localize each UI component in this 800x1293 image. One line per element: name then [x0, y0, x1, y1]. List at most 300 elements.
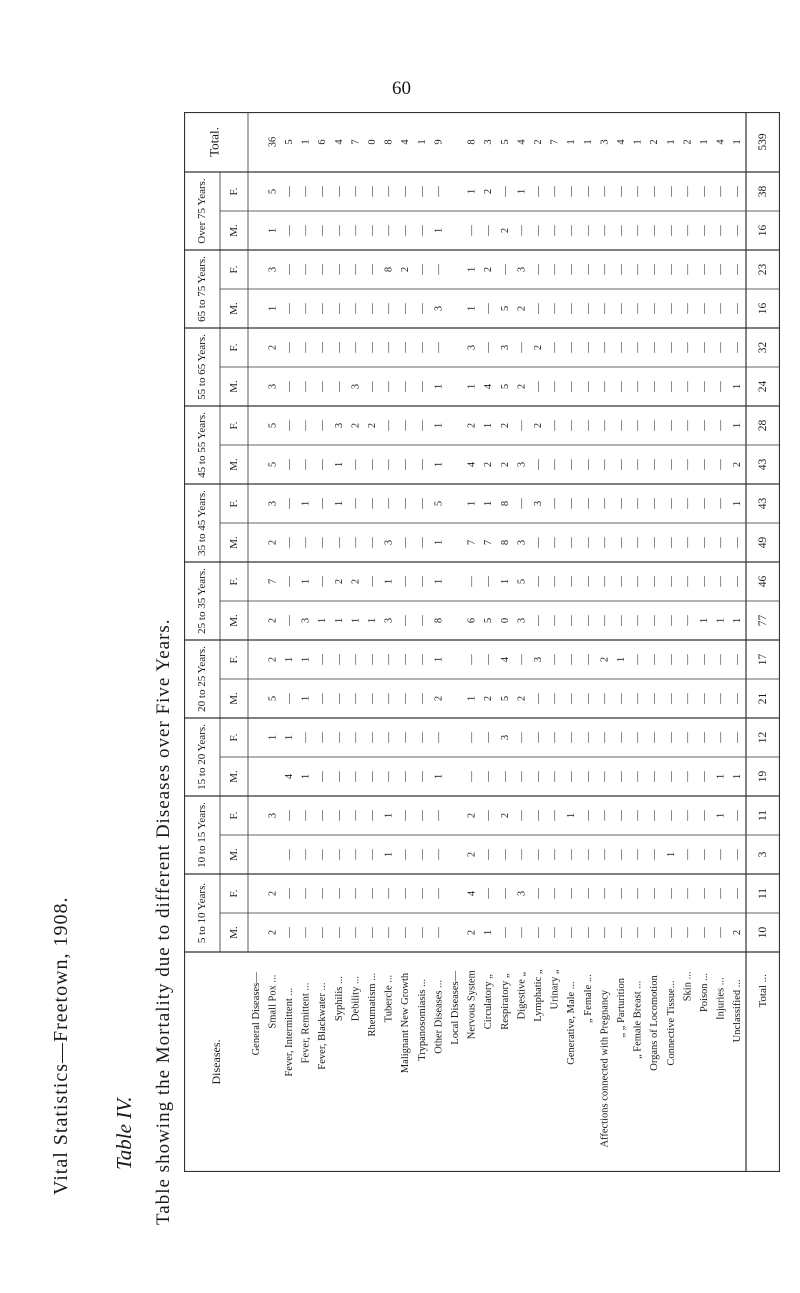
count-cell: 3 — [383, 617, 395, 624]
total-row-label: Total ... — [757, 974, 769, 1008]
empty-cell: — — [333, 264, 345, 275]
empty-cell: — — [516, 342, 528, 353]
count-cell: 3 — [599, 139, 611, 145]
male-subheader: M. — [228, 458, 240, 471]
empty-cell: — — [533, 303, 544, 314]
count-cell: 4 — [466, 461, 478, 468]
empty-cell: — — [599, 888, 611, 899]
empty-cell: — — [284, 420, 295, 431]
empty-cell: — — [682, 693, 694, 704]
disease-label: Local Diseases— — [450, 970, 461, 1045]
empty-cell: — — [416, 693, 428, 704]
empty-cell: — — [367, 654, 378, 665]
empty-cell: — — [582, 693, 594, 704]
count-cell: 2 — [267, 656, 279, 663]
empty-cell: — — [416, 420, 428, 431]
empty-cell: — — [665, 498, 677, 509]
count-cell: 2 — [466, 851, 478, 858]
empty-cell: — — [699, 459, 710, 470]
empty-cell: — — [350, 303, 362, 314]
count-cell: 2 — [649, 139, 661, 145]
count-cell: 5 — [267, 422, 279, 429]
total-cell: 12 — [757, 731, 769, 744]
count-cell: 9 — [433, 139, 445, 145]
count-cell: 7 — [549, 139, 561, 145]
empty-cell: — — [317, 654, 329, 665]
empty-cell: — — [433, 810, 445, 821]
empty-cell: — — [699, 576, 710, 587]
count-cell: 2 — [599, 656, 611, 663]
empty-cell: — — [350, 498, 362, 509]
empty-cell: — — [582, 264, 594, 275]
empty-cell: — — [499, 771, 511, 782]
count-cell: 2 — [267, 890, 279, 897]
count-cell: 0 — [499, 617, 511, 624]
female-subheader: F. — [228, 733, 240, 742]
empty-cell: — — [333, 732, 345, 743]
empty-cell: — — [317, 927, 329, 938]
age-group-header: 35 to 45 Years. — [196, 490, 208, 556]
female-subheader: F. — [228, 343, 240, 352]
empty-cell: — — [350, 186, 362, 197]
empty-cell: — — [317, 381, 329, 392]
empty-cell: — — [715, 849, 727, 860]
empty-cell: — — [533, 810, 544, 821]
empty-cell: — — [416, 498, 428, 509]
count-cell: 2 — [516, 695, 528, 702]
count-cell: 4 — [483, 383, 495, 390]
empty-cell: — — [400, 420, 412, 431]
count-cell: 5 — [433, 500, 445, 507]
empty-cell: — — [284, 888, 295, 899]
empty-cell: — — [715, 225, 727, 236]
empty-cell: — — [350, 732, 362, 743]
count-cell: 1 — [300, 139, 312, 145]
count-cell: 7 — [483, 539, 495, 546]
empty-cell: — — [732, 186, 744, 197]
male-subheader: M. — [228, 224, 240, 237]
count-cell: 5 — [499, 139, 511, 145]
count-cell: 3 — [516, 890, 528, 897]
empty-cell: — — [367, 498, 378, 509]
empty-cell: — — [566, 303, 578, 314]
empty-cell: — — [616, 615, 627, 626]
empty-cell: — — [649, 459, 661, 470]
empty-cell: — — [300, 888, 312, 899]
empty-cell: — — [715, 342, 727, 353]
count-cell: 1 — [499, 578, 511, 585]
empty-cell: — — [533, 576, 544, 587]
empty-cell: — — [582, 381, 594, 392]
empty-cell: — — [566, 654, 578, 665]
total-cell: 49 — [757, 536, 769, 549]
empty-cell: — — [284, 381, 295, 392]
empty-cell: — — [317, 849, 329, 860]
disease-label: Digestive „ — [516, 971, 528, 1020]
empty-cell: — — [582, 537, 594, 548]
empty-cell: — — [682, 303, 694, 314]
count-cell: 1 — [483, 929, 495, 936]
count-cell: 5 — [267, 188, 279, 195]
count-cell: 1 — [483, 422, 495, 429]
empty-cell: — — [582, 420, 594, 431]
empty-cell: — — [533, 888, 544, 899]
empty-cell: — — [466, 225, 478, 236]
empty-cell: — — [632, 420, 644, 431]
empty-cell: — — [682, 264, 694, 275]
empty-cell: — — [699, 849, 710, 860]
empty-cell: — — [549, 264, 561, 275]
empty-cell: — — [350, 342, 362, 353]
total-cell: 11 — [757, 887, 769, 900]
count-cell: 3 — [499, 344, 511, 351]
empty-cell: — — [416, 186, 428, 197]
empty-cell: — — [665, 888, 677, 899]
count-cell: 8 — [499, 500, 511, 507]
empty-cell: — — [616, 225, 627, 236]
empty-cell: — — [367, 342, 378, 353]
empty-cell: — — [715, 459, 727, 470]
empty-cell: — — [416, 459, 428, 470]
count-cell: 3 — [300, 617, 312, 624]
count-cell: 2 — [483, 188, 495, 195]
empty-cell: — — [549, 927, 561, 938]
empty-cell: — — [350, 927, 362, 938]
empty-cell: — — [300, 459, 312, 470]
empty-cell: — — [499, 186, 511, 197]
empty-cell: — — [665, 693, 677, 704]
empty-cell: — — [533, 186, 544, 197]
empty-cell: — — [632, 303, 644, 314]
empty-cell: — — [649, 810, 661, 821]
total-cell: 43 — [757, 458, 769, 471]
empty-cell: — — [416, 888, 428, 899]
disease-label: Respiratory „ — [499, 973, 511, 1030]
count-cell: 1 — [350, 617, 362, 624]
empty-cell: — — [284, 927, 295, 938]
empty-cell: — — [367, 264, 378, 275]
empty-cell: — — [582, 459, 594, 470]
age-group-header: 45 to 55 Years. — [196, 412, 208, 478]
empty-cell: — — [599, 927, 611, 938]
empty-cell: — — [400, 732, 412, 743]
empty-cell: — — [333, 888, 345, 899]
empty-cell: — — [350, 459, 362, 470]
count-cell: 4 — [516, 139, 528, 145]
count-cell: 3 — [516, 266, 528, 273]
empty-cell: — — [549, 342, 561, 353]
empty-cell: — — [582, 576, 594, 587]
disease-label: Poison ... — [699, 972, 710, 1013]
empty-cell: — — [300, 732, 312, 743]
empty-cell: — — [333, 342, 345, 353]
empty-cell: — — [549, 381, 561, 392]
disease-label: Malignant New Growth — [400, 972, 412, 1074]
empty-cell: — — [284, 225, 295, 236]
empty-cell: — — [632, 654, 644, 665]
empty-cell: — — [599, 771, 611, 782]
count-cell: 1 — [466, 695, 478, 702]
empty-cell: — — [632, 576, 644, 587]
header-total: Total. — [206, 127, 222, 157]
empty-cell: — — [483, 303, 495, 314]
disease-label: „ Female Breast ... — [632, 980, 644, 1060]
empty-cell: — — [732, 303, 744, 314]
empty-cell: — — [682, 225, 694, 236]
empty-cell: — — [649, 888, 661, 899]
empty-cell: — — [317, 264, 329, 275]
empty-cell: — — [483, 888, 495, 899]
empty-cell: — — [715, 537, 727, 548]
empty-cell: — — [599, 849, 611, 860]
empty-cell: — — [400, 615, 412, 626]
count-cell: 1 — [699, 617, 710, 624]
empty-cell: — — [333, 654, 345, 665]
total-cell: 17 — [757, 653, 769, 666]
empty-cell: — — [383, 342, 395, 353]
empty-cell: — — [566, 381, 578, 392]
empty-cell: — — [582, 303, 594, 314]
count-cell: 7 — [350, 139, 362, 145]
empty-cell: — — [682, 537, 694, 548]
empty-cell: — — [715, 732, 727, 743]
empty-cell: — — [383, 654, 395, 665]
count-cell: 3 — [383, 539, 395, 546]
empty-cell: — — [400, 888, 412, 899]
empty-cell: — — [582, 888, 594, 899]
total-cell: 19 — [757, 770, 769, 783]
disease-label: Syphilis ... — [333, 976, 345, 1022]
empty-cell: — — [682, 186, 694, 197]
empty-cell: — — [483, 810, 495, 821]
empty-cell: — — [649, 186, 661, 197]
empty-cell: — — [582, 498, 594, 509]
empty-cell: — — [699, 381, 710, 392]
count-cell: 3 — [499, 734, 511, 741]
count-cell: 6 — [317, 139, 329, 145]
empty-cell: — — [284, 615, 295, 626]
header-diseases: Diseases. — [209, 1039, 223, 1085]
count-cell: 5 — [267, 695, 279, 702]
count-cell: 1 — [665, 139, 677, 145]
empty-cell: — — [284, 459, 295, 470]
empty-cell: — — [317, 810, 329, 821]
disease-label: Injuries ... — [715, 977, 727, 1020]
empty-cell: — — [367, 576, 378, 587]
count-cell: 3 — [533, 656, 544, 663]
count-cell: 1 — [616, 656, 627, 663]
empty-cell: — — [665, 381, 677, 392]
disease-label: Lymphatic „ — [533, 969, 544, 1022]
empty-cell: — — [350, 693, 362, 704]
count-cell: 1 — [333, 461, 345, 468]
empty-cell: — — [632, 693, 644, 704]
count-cell: 1 — [433, 773, 445, 780]
female-subheader: F. — [228, 265, 240, 274]
empty-cell: — — [416, 264, 428, 275]
count-cell: 5 — [483, 617, 495, 624]
total-cell: 10 — [757, 926, 769, 939]
count-cell: 1 — [732, 617, 744, 624]
empty-cell: — — [665, 303, 677, 314]
count-cell: 8 — [383, 266, 395, 273]
disease-label: Skin ... — [682, 971, 694, 1002]
count-cell: 2 — [516, 305, 528, 312]
empty-cell: — — [416, 615, 428, 626]
empty-cell: — — [499, 264, 511, 275]
count-cell: 3 — [483, 139, 495, 145]
empty-cell: — — [400, 810, 412, 821]
empty-cell: — — [350, 849, 362, 860]
empty-cell: — — [433, 732, 445, 743]
total-cell: 23 — [757, 263, 769, 276]
empty-cell: — — [632, 186, 644, 197]
empty-cell: — — [549, 732, 561, 743]
empty-cell: — — [483, 849, 495, 860]
empty-cell: — — [715, 186, 727, 197]
empty-cell: — — [284, 849, 295, 860]
empty-cell: — — [383, 888, 395, 899]
count-cell: 1 — [699, 139, 710, 145]
count-cell: 3 — [267, 812, 279, 819]
disease-label: Other Diseases ... — [433, 980, 445, 1054]
empty-cell: — — [715, 927, 727, 938]
empty-cell: — — [416, 771, 428, 782]
count-cell: 2 — [350, 578, 362, 585]
empty-cell: — — [284, 576, 295, 587]
total-cell: 46 — [757, 575, 769, 588]
count-cell: 2 — [533, 139, 544, 145]
empty-cell: — — [499, 849, 511, 860]
count-cell: 0 — [367, 139, 378, 145]
empty-cell: — — [632, 888, 644, 899]
empty-cell: — — [483, 654, 495, 665]
empty-cell: — — [566, 459, 578, 470]
empty-cell: — — [367, 732, 378, 743]
empty-cell: — — [649, 927, 661, 938]
empty-cell: — — [699, 888, 710, 899]
count-cell: 5 — [499, 695, 511, 702]
age-group-header: 20 to 25 Years. — [196, 646, 208, 712]
empty-cell: — — [665, 264, 677, 275]
empty-cell: — — [649, 849, 661, 860]
empty-cell: — — [416, 732, 428, 743]
count-cell: 1 — [383, 812, 395, 819]
total-cell: 38 — [757, 185, 769, 198]
count-cell: 1 — [566, 139, 578, 145]
empty-cell: — — [400, 654, 412, 665]
empty-cell: — — [333, 849, 345, 860]
empty-cell: — — [383, 732, 395, 743]
age-group-header: 5 to 10 Years. — [196, 882, 208, 944]
empty-cell: — — [699, 264, 710, 275]
empty-cell: — — [400, 849, 412, 860]
empty-cell: — — [466, 576, 478, 587]
count-cell: 1 — [665, 851, 677, 858]
title-table-number: Table IV. — [112, 1096, 136, 1170]
empty-cell: — — [333, 771, 345, 782]
page-number: 60 — [392, 78, 411, 99]
empty-cell: — — [317, 303, 329, 314]
total-cell: 16 — [757, 224, 769, 237]
total-cell: 3 — [757, 851, 769, 858]
empty-cell: — — [649, 381, 661, 392]
title-table-description: Table showing the Mortality due to different Diseases over Five Years. — [153, 618, 174, 1225]
empty-cell: — — [599, 498, 611, 509]
count-cell: 3 — [516, 539, 528, 546]
count-cell: 2 — [499, 812, 511, 819]
empty-cell: — — [599, 732, 611, 743]
count-cell: 5 — [267, 461, 279, 468]
empty-cell: — — [383, 303, 395, 314]
empty-cell: — — [416, 303, 428, 314]
empty-cell: — — [732, 342, 744, 353]
empty-cell: — — [549, 810, 561, 821]
empty-cell: — — [516, 225, 528, 236]
empty-cell: — — [566, 498, 578, 509]
empty-cell: — — [632, 615, 644, 626]
count-cell: 8 — [433, 617, 445, 624]
age-group-header: 65 to 75 Years. — [196, 256, 208, 322]
empty-cell: — — [649, 498, 661, 509]
empty-cell: — — [715, 576, 727, 587]
count-cell: 4 — [333, 139, 345, 145]
empty-cell: — — [367, 186, 378, 197]
empty-cell: — — [715, 888, 727, 899]
empty-cell: — — [649, 576, 661, 587]
empty-cell: — — [549, 303, 561, 314]
empty-cell: — — [699, 303, 710, 314]
empty-cell: — — [665, 342, 677, 353]
count-cell: 1 — [732, 773, 744, 780]
count-cell: 1 — [300, 656, 312, 663]
empty-cell: — — [400, 342, 412, 353]
empty-cell: — — [715, 303, 727, 314]
empty-cell: — — [566, 420, 578, 431]
empty-cell: — — [466, 654, 478, 665]
empty-cell: — — [566, 693, 578, 704]
count-cell: 3 — [267, 500, 279, 507]
empty-cell: — — [367, 771, 378, 782]
count-cell: 2 — [732, 461, 744, 468]
count-cell: 1 — [433, 461, 445, 468]
empty-cell: — — [649, 342, 661, 353]
empty-cell: — — [649, 537, 661, 548]
empty-cell: — — [732, 225, 744, 236]
empty-cell: — — [732, 693, 744, 704]
empty-cell: — — [582, 342, 594, 353]
empty-cell: — — [632, 498, 644, 509]
disease-label: Fever, Intermittent ... — [284, 987, 295, 1077]
empty-cell: — — [599, 615, 611, 626]
empty-cell: — — [582, 849, 594, 860]
total-cell: 21 — [757, 692, 769, 705]
empty-cell: — — [433, 849, 445, 860]
empty-cell: — — [516, 732, 528, 743]
empty-cell: — — [516, 654, 528, 665]
count-cell: 1 — [715, 812, 727, 819]
count-cell: 4 — [499, 656, 511, 663]
empty-cell: — — [317, 225, 329, 236]
empty-cell: — — [383, 693, 395, 704]
disease-label: Circulatory „ — [483, 974, 495, 1030]
empty-cell: — — [333, 303, 345, 314]
empty-cell: — — [582, 927, 594, 938]
count-cell: 1 — [267, 734, 279, 741]
empty-cell: — — [616, 498, 627, 509]
empty-cell: — — [665, 654, 677, 665]
empty-cell: — — [699, 654, 710, 665]
